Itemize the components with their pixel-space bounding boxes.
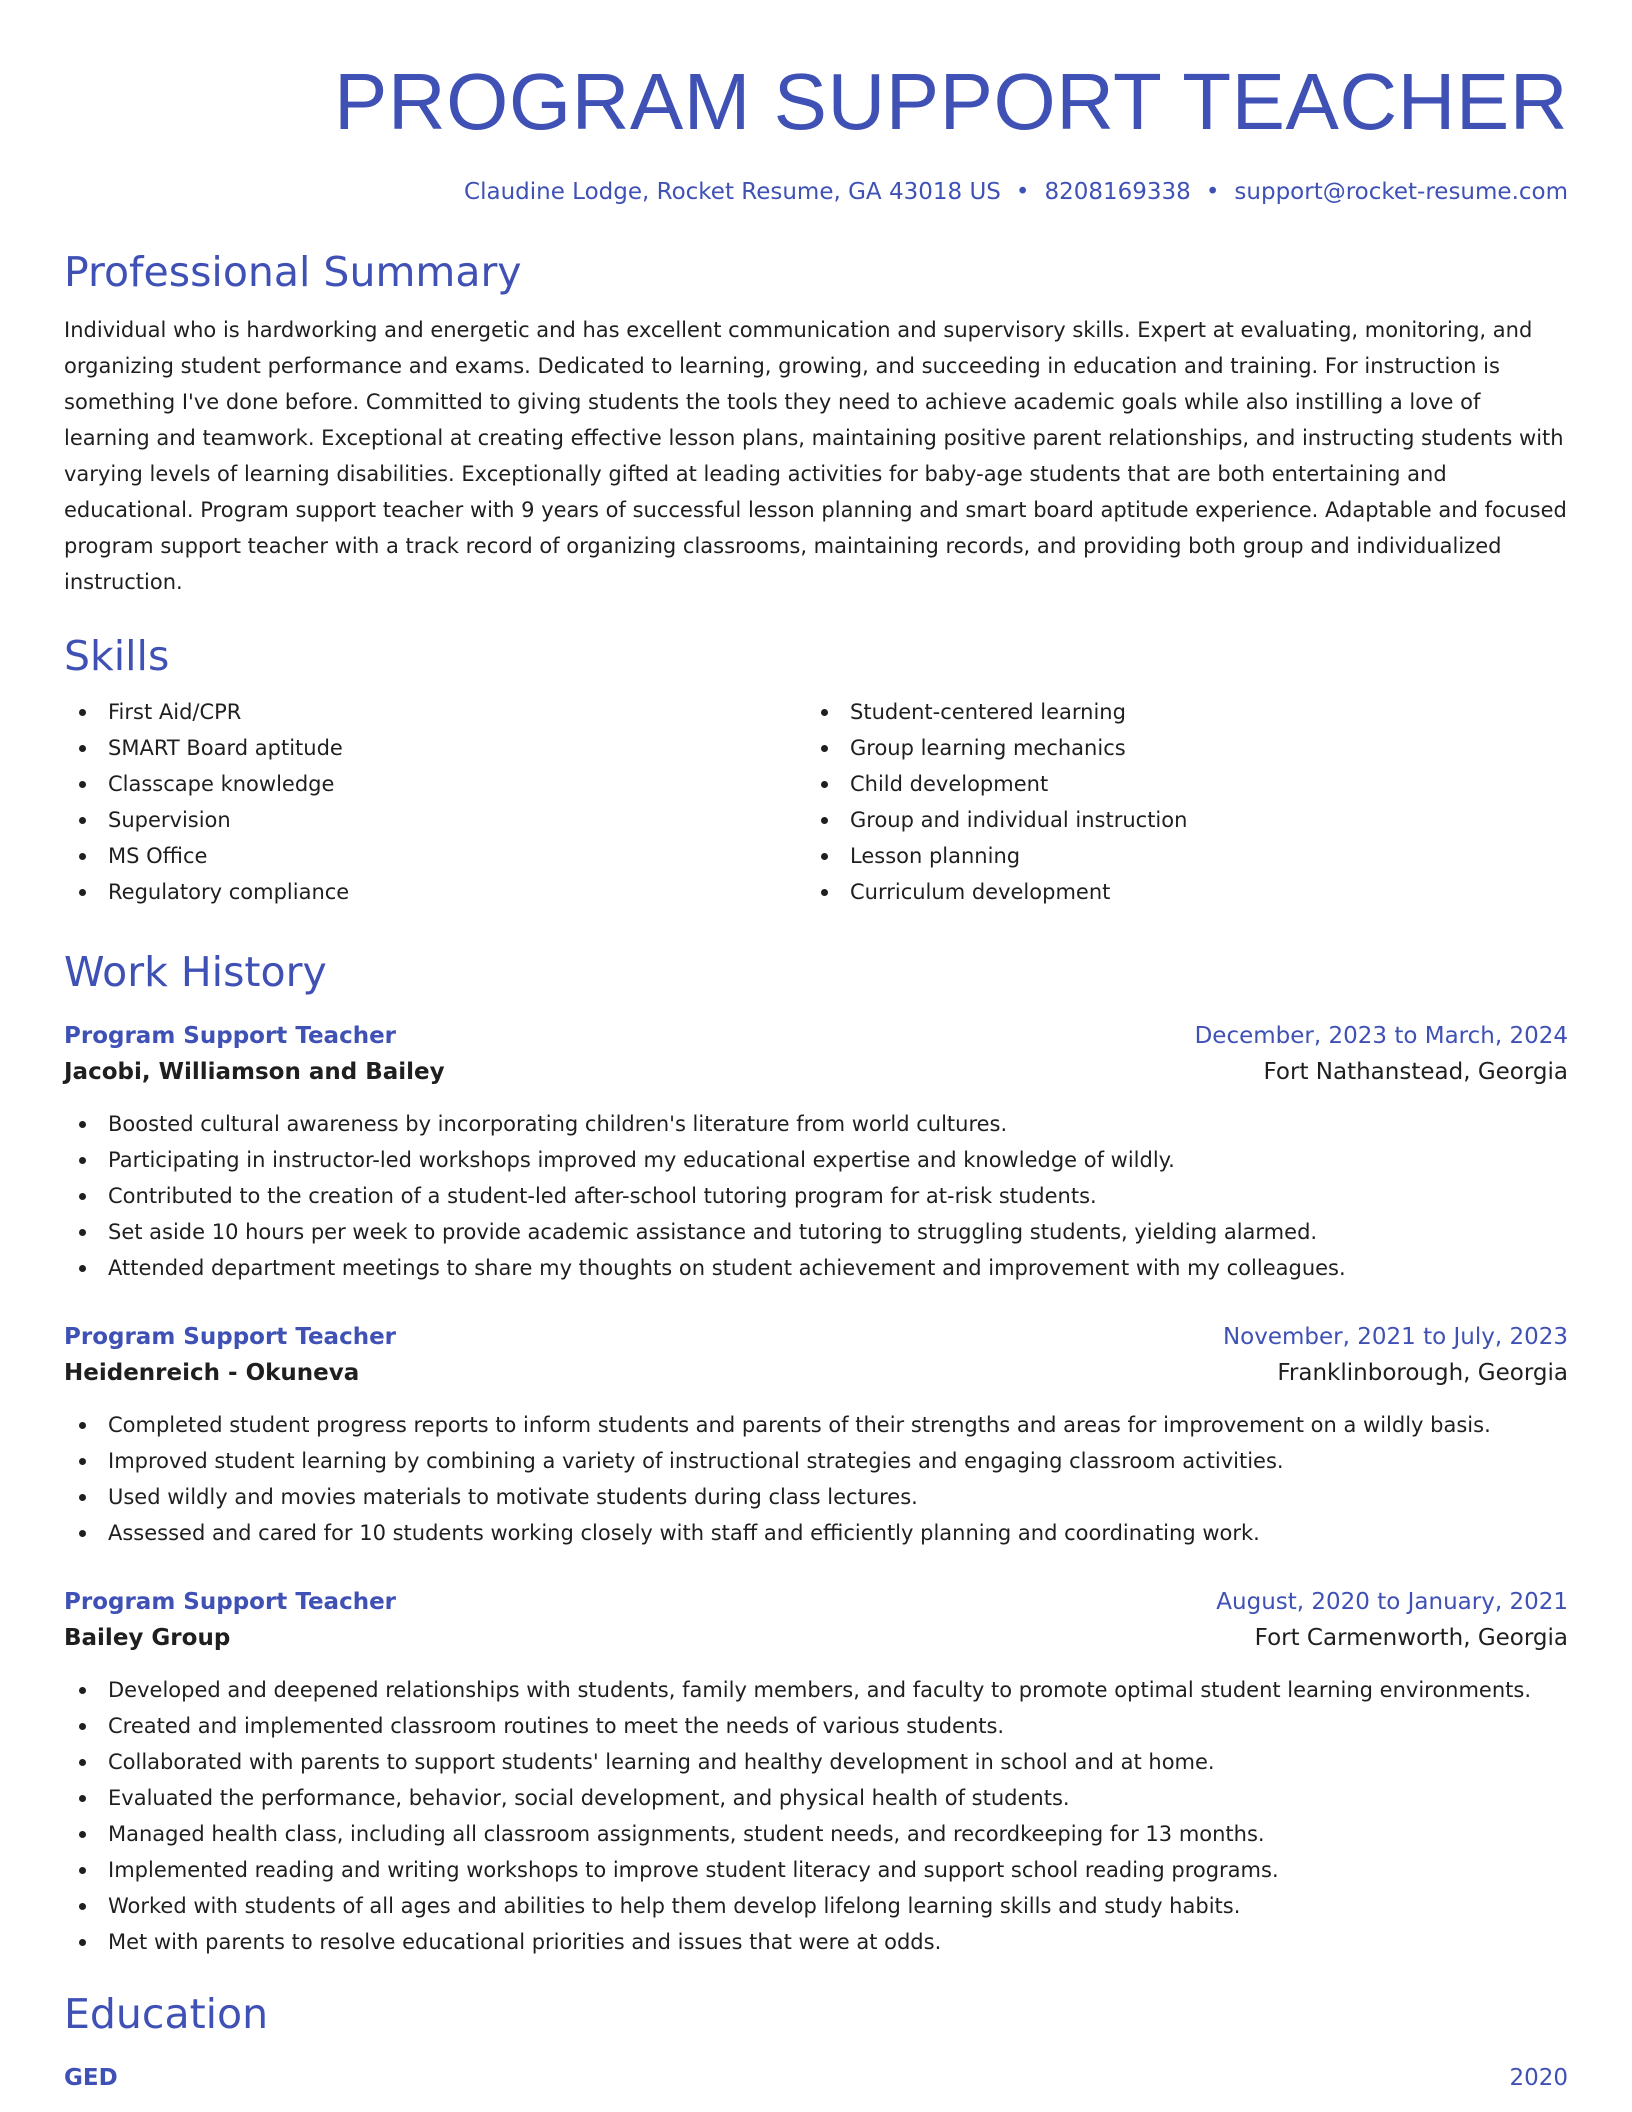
skill-item: Curriculum development <box>806 874 1548 910</box>
job-location: Fort Nathanstead, Georgia <box>1263 1059 1568 1085</box>
skill-item: Supervision <box>64 802 806 838</box>
job-company-row <box>64 1054 1568 1090</box>
job-bullets <box>64 1672 1568 1960</box>
skills-grid <box>64 694 1568 910</box>
skills-heading: Skills <box>64 632 170 680</box>
job-company-row <box>64 1620 1568 1656</box>
job-company: Heidenreich - Okuneva <box>64 1360 360 1386</box>
job-location: Franklinborough, Georgia <box>1277 1360 1568 1386</box>
job-bullet: Evaluated the performance, behavior, social development, and physical health of students. <box>64 1780 1568 1816</box>
education-year: 2020 <box>1509 2065 1568 2091</box>
skill-item: Student-centered learning <box>806 694 1548 730</box>
job-bullet: Completed student progress reports to inform students and parents of their strengths and areas for improvement on a wildly basis. <box>64 1407 1568 1443</box>
job-bullet: Used wildly and movies materials to motivate students during class lectures. <box>64 1479 1568 1515</box>
job-entry <box>64 1018 1568 1286</box>
job-dates: November, 2021 to July, 2023 <box>1222 1324 1568 1350</box>
skill-item: MS Office <box>64 838 806 874</box>
skills-column-left <box>64 694 806 910</box>
resume-page <box>64 0 1568 2096</box>
skill-item: Classcape knowledge <box>64 766 806 802</box>
job-bullet: Collaborated with parents to support students' learning and healthy development in school and at home. <box>64 1744 1568 1780</box>
skill-item: Group learning mechanics <box>806 730 1548 766</box>
job-bullet: Worked with students of all ages and abilities to help them develop lifelong learning skills and study habits. <box>64 1888 1568 1924</box>
skill-item: Regulatory compliance <box>64 874 806 910</box>
education-degree: GED <box>64 2065 118 2091</box>
skill-item: Lesson planning <box>806 838 1548 874</box>
job-bullet: Participating in instructor-led workshops improved my educational expertise and knowledge of wildly. <box>64 1142 1568 1178</box>
work-history-heading: Work History <box>64 948 327 996</box>
job-dates: December, 2023 to March, 2024 <box>1194 1023 1568 1049</box>
job-bullet: Set aside 10 hours per week to provide academic assistance and tutoring to struggling students, yielding alarmed. <box>64 1214 1568 1250</box>
skill-item: First Aid/CPR <box>64 694 806 730</box>
job-title-row <box>64 1584 1568 1620</box>
separator-dot: • <box>1205 179 1220 205</box>
job-bullet: Contributed to the creation of a student-led after-school tutoring program for at-risk students. <box>64 1178 1568 1214</box>
job-bullets <box>64 1106 1568 1286</box>
resume-title: PROGRAM SUPPORT TEACHER <box>334 57 1568 146</box>
job-bullets <box>64 1407 1568 1551</box>
job-location: Fort Carmenworth, Georgia <box>1254 1625 1568 1651</box>
job-entry <box>64 1319 1568 1551</box>
summary-heading: Professional Summary <box>64 248 522 296</box>
job-title: Program Support Teacher <box>64 1324 397 1350</box>
job-company: Bailey Group <box>64 1625 231 1651</box>
job-bullet: Managed health class, including all classroom assignments, student needs, and recordkeeping for 13 months. <box>64 1816 1568 1852</box>
job-bullet: Improved student learning by combining a variety of instructional strategies and engaging classroom activities. <box>64 1443 1568 1479</box>
job-entry <box>64 1584 1568 1960</box>
job-title-row <box>64 1319 1568 1355</box>
separator-dot: • <box>1015 179 1030 205</box>
job-company-row <box>64 1355 1568 1391</box>
summary-text: Individual who is hardworking and energetic and has excellent communication and supervisory skills. Expert at evaluating, monitoring, and organizing student performance and exams. Dedicated to learning, growing, and succeeding in education and training. For instruction is something I've done before. Committed to giving students the tools they need to achieve academic goals while also instilling a love of learning and teamwork. Exceptional at creating effective lesson plans, maintaining positive parent relationships, and instructing students with varying levels of learning disabilities. Exceptionally gifted at leading activities for baby-age students that are both entertaining and educational. Program support teacher with 9 years of successful lesson planning and smart board aptitude experience. Adaptable and focused program support teacher with a track record of organizing classrooms, maintaining records, and providing both group and individualized instruction. <box>64 318 1567 594</box>
job-company: Jacobi, Williamson and Bailey <box>64 1059 445 1085</box>
job-bullet: Boosted cultural awareness by incorporating children's literature from world cultures. <box>64 1106 1568 1142</box>
job-bullet: Developed and deepened relationships with students, family members, and faculty to promote optimal student learning environments. <box>64 1672 1568 1708</box>
skill-item: Child development <box>806 766 1548 802</box>
job-bullet: Assessed and cared for 10 students working closely with staff and efficiently planning and coordinating work. <box>64 1515 1568 1551</box>
education-entry <box>64 2060 1568 2096</box>
education-heading: Education <box>64 1990 269 2038</box>
job-dates: August, 2020 to January, 2021 <box>1216 1589 1568 1615</box>
contact-phone: 8208169338 <box>1044 179 1191 205</box>
contact-email: support@rocket-resume.com <box>1234 179 1568 205</box>
skill-item: SMART Board aptitude <box>64 730 806 766</box>
job-bullet: Attended department meetings to share my thoughts on student achievement and improvement with my colleagues. <box>64 1250 1568 1286</box>
skill-item: Group and individual instruction <box>806 802 1548 838</box>
job-title: Program Support Teacher <box>64 1023 397 1049</box>
job-bullet: Met with parents to resolve educational priorities and issues that were at odds. <box>64 1924 1568 1960</box>
job-bullet: Created and implemented classroom routines to meet the needs of various students. <box>64 1708 1568 1744</box>
skills-column-right <box>806 694 1548 910</box>
job-bullet: Implemented reading and writing workshops to improve student literacy and support school reading programs. <box>64 1852 1568 1888</box>
contact-line <box>64 176 1568 208</box>
job-title-row <box>64 1018 1568 1054</box>
job-title: Program Support Teacher <box>64 1589 397 1615</box>
contact-address: Claudine Lodge, Rocket Resume, GA 43018 US <box>464 179 1001 205</box>
